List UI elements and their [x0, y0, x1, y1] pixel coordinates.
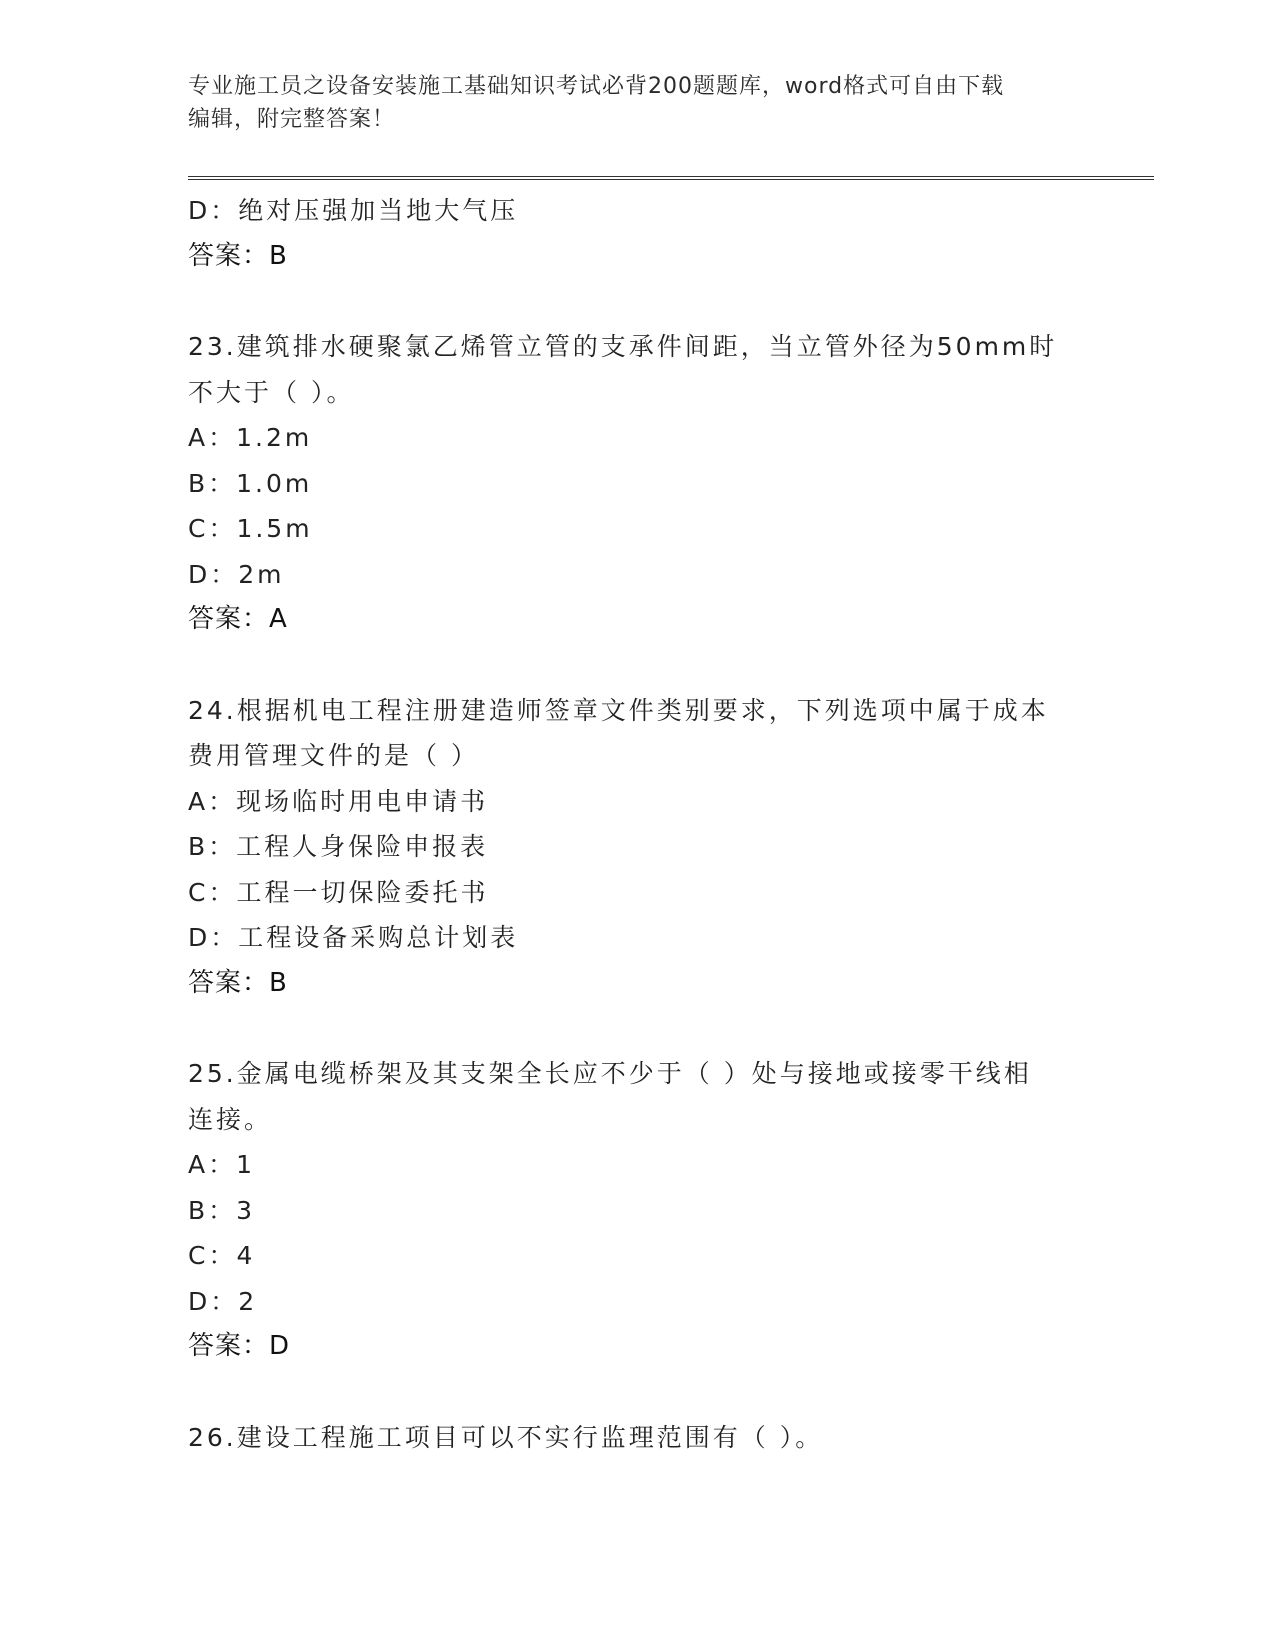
answer: 答案：A [188, 604, 288, 634]
option-c: C：4 [188, 1241, 256, 1270]
question-text-continued: 连接。 [188, 1104, 273, 1134]
question-25 [188, 1051, 1088, 1370]
header-line-1: 专业施工员之设备安装施工基础知识考试必背200题题库，word格式可自由下载 [188, 74, 1005, 99]
page-header [188, 70, 1088, 136]
option-b: B：3 [188, 1195, 256, 1225]
question-text-continued: 费用管理文件的是（ ） [188, 741, 479, 770]
question-list [188, 188, 1088, 1460]
option-a: A：1.2m [188, 423, 313, 452]
question-text-continued: 不大于（ ）。 [188, 377, 355, 407]
option-c: C：工程一切保险委托书 [188, 877, 489, 907]
question-26 [188, 1415, 1088, 1461]
option-c: C：1.5m [188, 514, 313, 543]
question-text: 25.金属电缆桥架及其支架全长应不少于（ ）处与接地或接零干线相 [188, 1059, 1032, 1088]
answer: 答案：B [188, 240, 288, 271]
option-b: B：工程人身保险申报表 [188, 832, 489, 861]
header-line-2: 编辑，附完整答案！ [188, 107, 396, 132]
option-d: D：2m [188, 559, 285, 589]
header-divider [188, 176, 1154, 180]
option-a: A：1 [188, 1150, 256, 1179]
option-d: D：绝对压强加当地大气压 [188, 196, 519, 225]
question-text: 26.建设工程施工项目可以不实行监理范围有（ ）。 [188, 1422, 824, 1452]
option-d: D：2 [188, 1286, 258, 1316]
answer: 答案：D [188, 1331, 291, 1361]
question-23 [188, 324, 1088, 643]
option-a: A：现场临时用电申请书 [188, 786, 489, 816]
option-b: B：1.0m [188, 468, 313, 498]
question-text: 23.建筑排水硬聚氯乙烯管立管的支承件间距，当立管外径为50mm时 [188, 332, 1058, 361]
answer: 答案：B [188, 967, 288, 998]
question-24 [188, 688, 1088, 1007]
question-text: 24.根据机电工程注册建造师签章文件类别要求，下列选项中属于成本 [188, 695, 1049, 725]
option-d: D：工程设备采购总计划表 [188, 923, 519, 952]
